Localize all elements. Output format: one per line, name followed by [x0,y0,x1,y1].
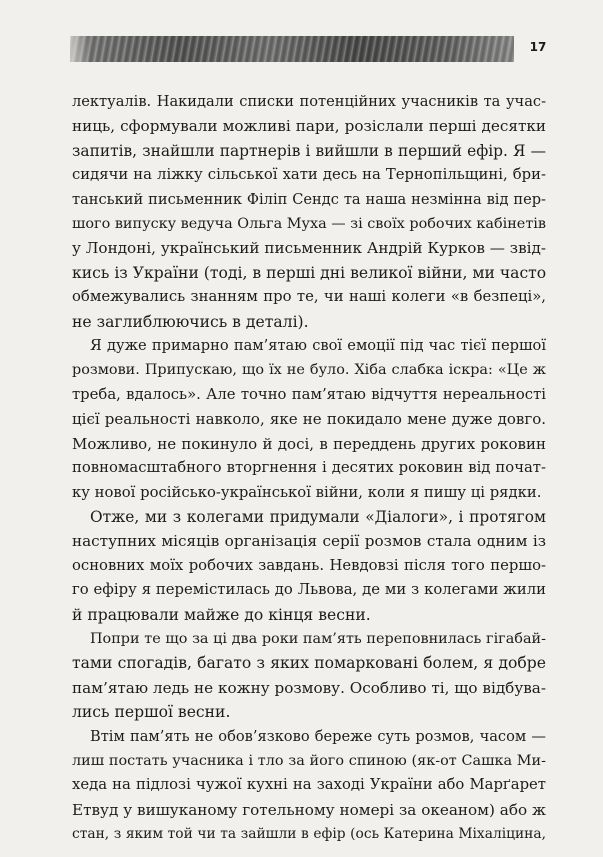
text-line: Втім пам’ять не обов’язково береже суть розмов, часом — [90,727,546,745]
text-line: лиш постать учасника і тло за його спиною (як-от Сашка Ми- [72,752,546,769]
header-decorative-band [70,36,514,62]
text-line: пам’ятаю ледь не кожну розмову. Особливо ті, що відбува- [72,678,546,697]
text-line: у Лондоні, український письменник Андрій Курков — звід- [72,239,546,258]
text-line: сидячи на ліжку сільської хати десь на Тернопільщині, бри- [72,166,546,184]
text-line: тами спогадів, багато з яких помарковані болем, я добре [72,654,546,673]
text-line: Етвуд у вишуканому готельному номері за океаном) або ж [72,800,546,819]
text-line: го ефіру я перемістилась до Львова, де ми з колегами жили [72,581,546,599]
text-line: танський письменник Філіп Сендс та наша незмінна від пер- [72,190,546,208]
text-line: стан, з яким той чи та зайшли в ефір (ось Катерина Міхаліцина, [72,826,546,843]
text-line: ку нової російсько-української війни, коли я пишу ці рядки. [72,483,542,501]
text-line: основних моїх робочих завдань. Невдовзі після того першо- [72,556,546,574]
text-line: цієї реальності навколо, яке не покидало мене дуже довго. [72,410,546,429]
text-line: лись першої весни. [72,703,231,722]
text-line: повномасштабного вторгнення і десятих роковин від почат- [72,459,546,477]
text-line: Попри те що за ці два роки пам’ять переповнилась гігабай- [90,630,546,647]
page-number: 17 [529,40,547,54]
header-band-fade [60,36,90,62]
text-line: хеда на підлозі чужої кухні на заході України або Марґарет [72,776,546,794]
text-line: й працювали майже до кінця весни. [72,605,371,624]
text-line: Отже, ми з колегами придумали «Діалоги», і протягом [90,507,546,526]
text-line: Можливо, не покинуло й досі, в переддень других роковин [72,434,546,453]
text-line: шого випуску ведуча Ольга Муха — зі своїх робочих кабінетів [72,216,546,233]
text-line: ниць, сформували можливі пари, розіслали перші десятки [72,117,546,136]
text-line: Я дуже примарно пам’ятаю свої емоції під час тієї першої [90,337,546,355]
text-line: розмови. Припускаю, що їх не було. Хіба слабка іскра: «Це ж [72,362,546,379]
text-line: кись із України (тоді, в перші дні великої війни, ми часто [72,263,547,282]
text-line: лектуалів. Накидали списки потенційних учасників та учас- [72,93,546,110]
text-line: обмежувались знанням про те, чи наші колеги «в безпеці», [72,288,546,306]
text-line: наступних місяців організація серії розмов стала одним із [72,532,546,551]
text-line: не заглиблюючись в деталі). [72,312,309,331]
text-line: треба, вдалось». Але точно пам’ятаю відчуття нереальності [72,385,546,403]
body-text [72,90,546,847]
text-line: запитів, знайшли партнерів і вийшли в перший ефір. Я — [72,141,546,160]
